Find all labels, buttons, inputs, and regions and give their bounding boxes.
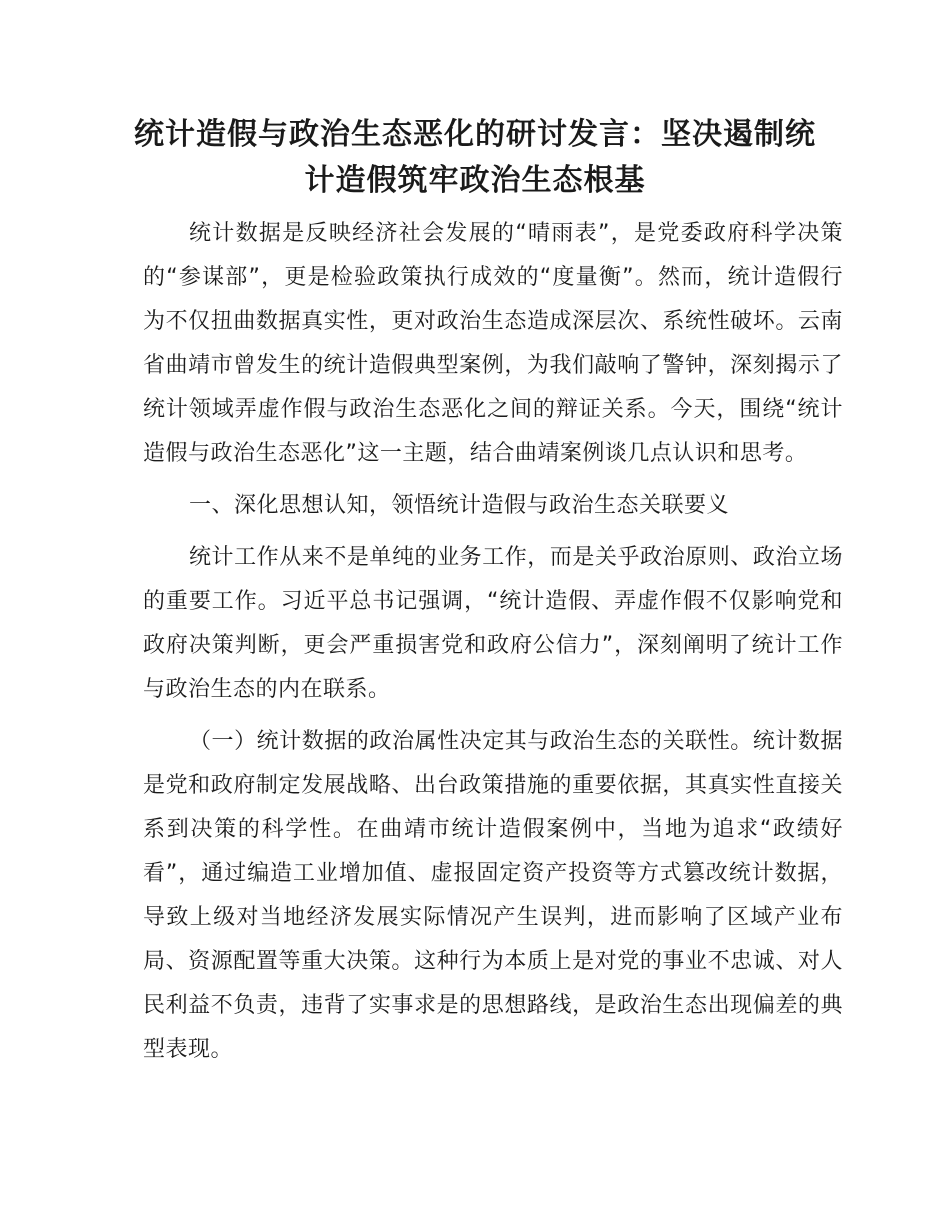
- subsection-paragraph: （一）统计数据的政治属性决定其与政治生态的关联性。统计数据是党和政府制定发展战略、出台政策措施的重要依据，其真实性直接关系到决策的科学性。在曲靖市统计造假案例中，当地为追求“政绩好看”，通过编造工业增加值、虚报固定资产投资等方式篡改统计数据，导致上级对当地经济发展实际情况产生误判，进而影响了区域产业布局、资源配置等重大决策。这种行为本质上是对党的事业不忠诚、对人民利益不负责，违背了实事求是的思想路线，是政治生态出现偏差的典型表现。: [143, 729, 843, 1062]
- document-title: 统计造假与政治生态恶化的研讨发言：坚决遏制统计造假筑牢政治生态根基: [134, 117, 816, 198]
- intro-paragraph: 统计数据是反映经济社会发展的“晴雨表”，是党委政府科学决策的“参谋部”，更是检验政策执行成效的“度量衡”。然而，统计造假行为不仅扭曲数据真实性，更对政治生态造成深层次、系统性破坏。云南省曲靖市曾发生的统计造假典型案例，为我们敲响了警钟，深刻揭示了统计领域弄虚作假与政治生态恶化之间的辩证关系。今天，围绕“统计造假与政治生态恶化”这一主题，结合曲靖案例谈几点认识和思考。: [143, 221, 843, 466]
- document-body: [143, 212, 843, 1072]
- section-intro-paragraph: 统计工作从来不是单纯的业务工作，而是关乎政治原则、政治立场的重要工作。习近平总书记强调，“统计造假、弄虚作假不仅影响党和政府决策判断，更会严重损害党和政府公信力”，深刻阐明了统计工作与政治生态的内在联系。: [143, 545, 843, 702]
- section-heading: 一、深化思想认知，领悟统计造假与政治生态关联要义: [189, 493, 730, 518]
